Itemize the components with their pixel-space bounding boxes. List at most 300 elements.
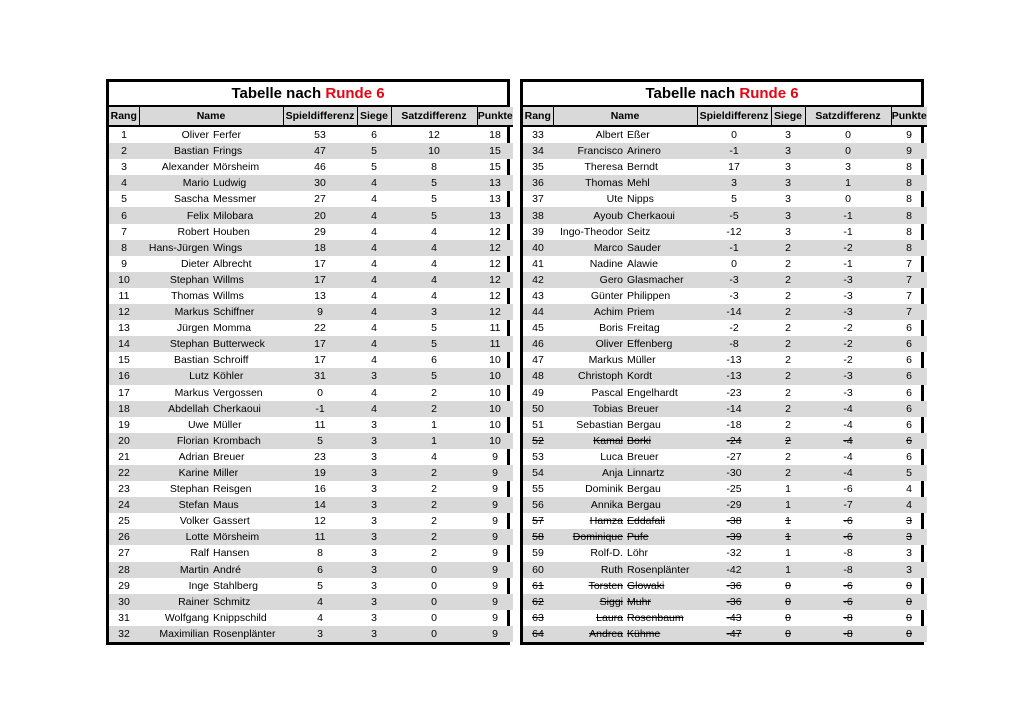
table-row — [523, 272, 927, 288]
game-diff-cell: -42 — [697, 562, 771, 578]
points-cell: 11 — [477, 336, 513, 352]
game-diff-cell: -29 — [697, 497, 771, 513]
table-row — [109, 320, 513, 336]
points-cell: 9 — [492, 450, 498, 463]
rank-cell: 8 — [109, 240, 139, 256]
rank-cell: 18 — [109, 401, 139, 417]
wins-cell: 3 — [357, 562, 391, 578]
points-cell: 9 — [477, 562, 513, 578]
set-diff-cell: -8 — [805, 626, 891, 642]
title-prefix: Tabelle nach — [645, 85, 736, 102]
last-name-cell: Reisgen — [213, 483, 252, 496]
first-name-cell: Stephan — [169, 483, 209, 496]
table-row — [109, 240, 513, 256]
last-name-cell: Priem — [625, 304, 697, 320]
table-row — [109, 385, 513, 401]
points-cell: 4 — [891, 497, 927, 513]
last-name-cell: Nipps — [627, 193, 654, 206]
set-diff-cell: 2 — [391, 529, 477, 545]
standings-body — [523, 126, 927, 642]
wins-cell: 3 — [357, 465, 391, 481]
first-name-cell: Thomas — [171, 289, 209, 302]
points-cell: 7 — [891, 304, 927, 320]
set-diff-cell: 3 — [845, 161, 851, 174]
table-row — [109, 224, 513, 240]
points-cell: 5 — [891, 465, 927, 481]
table-row — [523, 513, 927, 529]
last-name-cell: André — [211, 562, 283, 578]
game-diff-cell: -23 — [726, 386, 742, 399]
rank-cell: 25 — [118, 515, 130, 528]
set-diff-cell: 0 — [431, 611, 437, 624]
game-diff-cell: 5 — [731, 193, 737, 206]
wins-cell: 1 — [771, 497, 805, 513]
points-cell: 9 — [492, 483, 498, 496]
points-cell: 6 — [906, 450, 912, 463]
points-cell: 0 — [891, 626, 927, 642]
game-diff-cell: 17 — [283, 336, 357, 352]
first-name-cell: Gero — [553, 272, 625, 288]
first-name-cell: Markus — [139, 304, 211, 320]
table-row — [109, 529, 513, 545]
points-cell: 12 — [477, 272, 513, 288]
first-name-cell: Achim — [553, 304, 625, 320]
rank-cell: 2 — [109, 143, 139, 159]
first-name-cell: Ingo-Theodor — [559, 225, 623, 238]
game-diff-cell: 11 — [314, 418, 326, 431]
set-diff-cell: -2 — [843, 322, 853, 335]
last-name-cell: Pufe — [625, 529, 697, 545]
table-row — [523, 126, 927, 143]
wins-cell: 0 — [785, 611, 791, 624]
points-cell: 9 — [492, 611, 498, 624]
set-diff-cell: -8 — [843, 547, 853, 560]
table-row — [109, 481, 513, 497]
table-row — [523, 191, 927, 207]
wins-cell: 0 — [785, 579, 791, 592]
first-name-cell: Kamal — [553, 433, 625, 449]
last-name-cell: Knippschild — [213, 611, 267, 624]
set-diff-cell: -1 — [843, 257, 853, 270]
points-cell: 10 — [489, 386, 501, 399]
table-title — [523, 82, 921, 107]
wins-cell: 4 — [371, 225, 377, 238]
set-diff-cell: 2 — [431, 515, 437, 528]
wins-cell: 2 — [771, 240, 805, 256]
set-diff-cell: -8 — [805, 562, 891, 578]
table-row — [523, 143, 927, 159]
last-name-cell: Rosenplänter — [625, 562, 697, 578]
wins-cell: 4 — [357, 336, 391, 352]
wins-cell: 2 — [771, 401, 805, 417]
set-diff-cell: 0 — [805, 143, 891, 159]
points-cell: 7 — [906, 257, 912, 270]
last-name-cell: Müller — [213, 418, 242, 431]
set-diff-cell: 12 — [428, 129, 440, 142]
wins-cell: 4 — [371, 193, 377, 206]
wins-cell: 3 — [785, 161, 791, 174]
game-diff-cell: 6 — [283, 562, 357, 578]
game-diff-cell: 0 — [731, 129, 737, 142]
first-name-cell: Hamza — [589, 515, 623, 528]
header-rank: Rang — [109, 107, 139, 126]
rank-cell: 49 — [532, 386, 544, 399]
header-rank: Rang — [523, 107, 553, 126]
last-name-cell: Löhr — [627, 547, 649, 560]
points-cell: 12 — [489, 257, 501, 270]
game-diff-cell: 8 — [317, 547, 323, 560]
first-name-cell: Maximilian — [139, 626, 211, 642]
set-diff-cell: 0 — [431, 579, 437, 592]
table-row — [109, 417, 513, 433]
table-row — [523, 352, 927, 368]
rank-cell: 55 — [532, 483, 544, 496]
wins-cell: 4 — [371, 322, 377, 335]
rank-cell: 6 — [109, 207, 139, 223]
first-name-cell: Oliver — [181, 129, 209, 142]
last-name-cell: Frings — [211, 143, 283, 159]
rank-cell: 13 — [118, 322, 130, 335]
table-row — [523, 626, 927, 642]
set-diff-cell: -3 — [805, 272, 891, 288]
rank-cell: 54 — [523, 465, 553, 481]
last-name-cell: Bergau — [627, 483, 661, 496]
last-name-cell: Glowaki — [627, 579, 665, 592]
wins-cell: 3 — [357, 626, 391, 642]
first-name-cell: Pascal — [591, 386, 623, 399]
table-row — [109, 401, 513, 417]
wins-cell: 2 — [785, 322, 791, 335]
wins-cell: 2 — [771, 272, 805, 288]
table-row — [523, 159, 927, 175]
points-cell: 10 — [477, 368, 513, 384]
first-name-cell: Abdellah — [139, 401, 211, 417]
last-name-cell: Schmitz — [211, 594, 283, 610]
rank-cell: 64 — [523, 626, 553, 642]
table-row — [523, 224, 927, 240]
game-diff-cell: -38 — [726, 515, 742, 528]
points-cell: 10 — [489, 418, 501, 431]
points-cell: 6 — [891, 368, 927, 384]
last-name-cell: Mörsheim — [213, 161, 260, 174]
rank-cell: 50 — [523, 401, 553, 417]
rank-cell: 20 — [109, 433, 139, 449]
wins-cell: 3 — [785, 129, 791, 142]
table-row — [109, 465, 513, 481]
points-cell: 13 — [489, 193, 501, 206]
game-diff-cell: 17 — [314, 257, 326, 270]
wins-cell: 4 — [371, 289, 377, 302]
points-cell: 9 — [891, 143, 927, 159]
rank-cell: 31 — [118, 611, 130, 624]
rank-cell: 15 — [118, 354, 130, 367]
game-diff-cell: 53 — [314, 129, 326, 142]
last-name-cell: Seitz — [627, 225, 651, 238]
wins-cell: 6 — [371, 129, 377, 142]
header-wins: Siege — [357, 107, 391, 126]
first-name-cell: Bastian — [139, 143, 211, 159]
game-diff-cell: -39 — [697, 529, 771, 545]
game-diff-cell: 18 — [283, 240, 357, 256]
rank-cell: 5 — [121, 193, 127, 206]
set-diff-cell: 5 — [431, 193, 437, 206]
last-name-cell: Krombach — [211, 433, 283, 449]
first-name-cell: Felix — [139, 207, 211, 223]
first-name-cell: Uwe — [187, 418, 209, 431]
set-diff-cell: 5 — [391, 175, 477, 191]
wins-cell: 3 — [357, 433, 391, 449]
table-row — [109, 352, 513, 368]
game-diff-cell: -1 — [697, 240, 771, 256]
table-row — [523, 545, 927, 561]
header-points: Punkte — [477, 107, 513, 126]
set-diff-cell: -4 — [805, 433, 891, 449]
table-row — [109, 336, 513, 352]
first-name-cell: Rainer — [139, 594, 211, 610]
rank-cell: 42 — [523, 272, 553, 288]
table-row — [109, 513, 513, 529]
wins-cell: 2 — [771, 336, 805, 352]
standings-table-left — [106, 79, 513, 645]
wins-cell: 1 — [785, 483, 791, 496]
game-diff-cell: 31 — [283, 368, 357, 384]
wins-cell: 4 — [371, 386, 377, 399]
game-diff-cell: 22 — [314, 322, 326, 335]
first-name-cell: Sascha — [173, 193, 209, 206]
rank-cell: 61 — [532, 579, 544, 592]
first-name-cell: Sebastian — [576, 418, 623, 431]
set-diff-cell: 2 — [391, 401, 477, 417]
wins-cell: 1 — [771, 562, 805, 578]
table-row — [109, 449, 513, 465]
set-diff-cell: -6 — [805, 529, 891, 545]
game-diff-cell: -3 — [697, 272, 771, 288]
points-cell: 0 — [891, 594, 927, 610]
rank-cell: 16 — [109, 368, 139, 384]
table-row — [523, 433, 927, 449]
points-cell: 13 — [477, 207, 513, 223]
game-diff-cell: -43 — [726, 611, 742, 624]
table-row — [109, 207, 513, 223]
game-diff-cell: -14 — [697, 401, 771, 417]
first-name-cell: Mario — [139, 175, 211, 191]
rank-cell: 63 — [532, 611, 544, 624]
game-diff-cell: 3 — [697, 175, 771, 191]
set-diff-cell: 2 — [431, 483, 437, 496]
first-name-cell: Stephan — [139, 336, 211, 352]
table-row — [523, 320, 927, 336]
set-diff-cell: -1 — [805, 207, 891, 223]
wins-cell: 2 — [785, 354, 791, 367]
game-diff-cell: -30 — [697, 465, 771, 481]
wins-cell: 3 — [371, 418, 377, 431]
table-row — [523, 529, 927, 545]
game-diff-cell: -25 — [726, 483, 742, 496]
last-name-cell: Ferfer — [213, 129, 242, 142]
set-diff-cell: 4 — [431, 450, 437, 463]
rank-cell: 7 — [121, 225, 127, 238]
rank-cell: 43 — [532, 289, 544, 302]
first-name-cell: Volker — [179, 515, 209, 528]
last-name-cell: Willms — [211, 272, 283, 288]
title-round: Runde 6 — [325, 85, 385, 102]
last-name-cell: Engelhardt — [627, 386, 678, 399]
table-row — [523, 562, 927, 578]
first-name-cell: Boris — [599, 322, 623, 335]
last-name-cell: Kordt — [625, 368, 697, 384]
points-cell: 10 — [489, 354, 501, 367]
table-title — [109, 82, 507, 107]
set-diff-cell: -2 — [805, 336, 891, 352]
game-diff-cell: 19 — [283, 465, 357, 481]
set-diff-cell: -8 — [843, 611, 853, 624]
rank-cell: 39 — [532, 225, 544, 238]
wins-cell: 4 — [357, 401, 391, 417]
set-diff-cell: -6 — [843, 579, 853, 592]
game-diff-cell: 17 — [283, 272, 357, 288]
table-row — [109, 272, 513, 288]
last-name-cell: Schroiff — [213, 354, 249, 367]
first-name-cell: Stephan — [139, 272, 211, 288]
rank-cell: 41 — [532, 257, 544, 270]
set-diff-cell: 4 — [391, 240, 477, 256]
rank-cell: 22 — [109, 465, 139, 481]
first-name-cell: Torsten — [588, 579, 623, 592]
game-diff-cell: 23 — [314, 450, 326, 463]
game-diff-cell: 13 — [314, 289, 326, 302]
set-diff-cell: 0 — [845, 193, 851, 206]
points-cell: 8 — [891, 175, 927, 191]
game-diff-cell: 46 — [314, 161, 326, 174]
last-name-cell: Müller — [627, 354, 656, 367]
table-row — [109, 288, 513, 304]
first-name-cell: Anja — [553, 465, 625, 481]
table-row — [109, 159, 513, 175]
wins-cell: 3 — [771, 207, 805, 223]
table-row — [109, 175, 513, 191]
last-name-cell: Arinero — [625, 143, 697, 159]
last-name-cell: Hansen — [213, 547, 250, 560]
last-name-cell: Wings — [211, 240, 283, 256]
game-diff-cell: 5 — [317, 579, 323, 592]
table-row — [523, 401, 927, 417]
last-name-cell: Willms — [213, 289, 244, 302]
rank-cell: 51 — [532, 418, 544, 431]
points-cell: 8 — [906, 225, 912, 238]
set-diff-cell: -3 — [843, 289, 853, 302]
last-name-cell: Cherkaoui — [625, 207, 697, 223]
rank-cell: 34 — [523, 143, 553, 159]
first-name-cell: Luca — [600, 450, 623, 463]
first-name-cell: Jürgen — [176, 322, 209, 335]
rank-cell: 28 — [109, 562, 139, 578]
last-name-cell: Miller — [211, 465, 283, 481]
title-round: Runde 6 — [739, 85, 799, 102]
wins-cell: 2 — [785, 386, 791, 399]
last-name-cell: Breuer — [213, 450, 245, 463]
rank-cell: 27 — [118, 547, 130, 560]
wins-cell: 3 — [785, 193, 791, 206]
wins-cell: 1 — [785, 547, 791, 560]
first-name-cell: Florian — [139, 433, 211, 449]
first-name-cell: Martin — [139, 562, 211, 578]
wins-cell: 2 — [785, 450, 791, 463]
points-cell: 3 — [891, 529, 927, 545]
last-name-cell: Stahlberg — [213, 579, 258, 592]
first-name-cell: Albert — [595, 129, 623, 142]
rank-cell: 21 — [118, 450, 130, 463]
rank-cell: 57 — [532, 515, 544, 528]
set-diff-cell: -3 — [843, 386, 853, 399]
last-name-cell: Albrecht — [213, 257, 252, 270]
wins-cell: 4 — [357, 272, 391, 288]
set-diff-cell: 8 — [431, 161, 437, 174]
game-diff-cell: -8 — [697, 336, 771, 352]
table-row — [109, 545, 513, 561]
first-name-cell: Lutz — [139, 368, 211, 384]
points-cell: 8 — [891, 240, 927, 256]
table-row — [109, 368, 513, 384]
points-cell: 8 — [891, 207, 927, 223]
first-name-cell: Alexander — [161, 161, 209, 174]
wins-cell: 3 — [357, 594, 391, 610]
rank-cell: 40 — [523, 240, 553, 256]
wins-cell: 3 — [785, 225, 791, 238]
wins-cell: 5 — [357, 143, 391, 159]
last-name-cell: Messmer — [213, 193, 257, 206]
table-row — [523, 610, 927, 626]
last-name-cell: Glasmacher — [625, 272, 697, 288]
points-cell: 7 — [906, 289, 912, 302]
rank-cell: 60 — [523, 562, 553, 578]
rank-cell: 19 — [118, 418, 130, 431]
table-row — [109, 610, 513, 626]
table-row — [109, 497, 513, 513]
table-row — [523, 594, 927, 610]
first-name-cell: Lotte — [139, 529, 211, 545]
table-row — [109, 256, 513, 272]
game-diff-cell: -1 — [283, 401, 357, 417]
first-name-cell: Ute — [606, 193, 623, 206]
points-cell: 11 — [489, 322, 501, 335]
game-diff-cell: 4 — [283, 594, 357, 610]
game-diff-cell: -13 — [726, 354, 742, 367]
table-row — [523, 207, 927, 223]
rank-cell: 23 — [118, 483, 130, 496]
set-diff-cell: 2 — [391, 465, 477, 481]
set-diff-cell: -4 — [805, 465, 891, 481]
standings-body — [109, 126, 513, 642]
header-row — [523, 107, 927, 126]
set-diff-cell: 2 — [431, 547, 437, 560]
wins-cell: 2 — [771, 433, 805, 449]
points-cell: 6 — [891, 401, 927, 417]
game-diff-cell: -3 — [729, 289, 739, 302]
table-row — [523, 465, 927, 481]
points-cell: 9 — [477, 465, 513, 481]
points-cell: 6 — [891, 336, 927, 352]
game-diff-cell: 47 — [283, 143, 357, 159]
last-name-cell: Cherkaoui — [211, 401, 283, 417]
wins-cell: 3 — [371, 611, 377, 624]
game-diff-cell: 14 — [283, 497, 357, 513]
header-set-diff: Satzdifferenz — [805, 107, 891, 126]
last-name-cell: Gassert — [213, 515, 250, 528]
last-name-cell: Bergau — [627, 418, 661, 431]
last-name-cell: Momma — [213, 322, 251, 335]
rank-cell: 17 — [118, 386, 130, 399]
table-row — [523, 240, 927, 256]
